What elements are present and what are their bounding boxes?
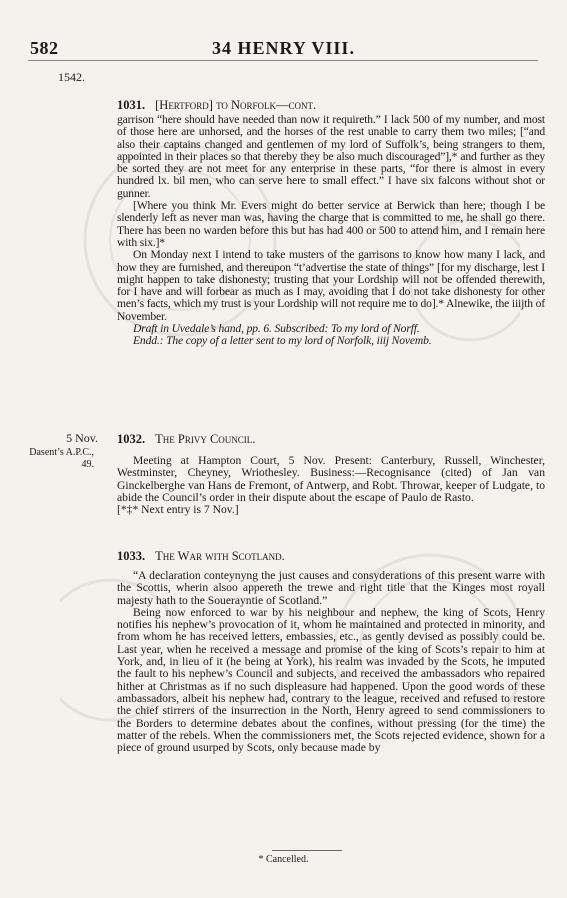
draft-note: Draft in Uvedale’s hand, pp. 6. Subscribed: To my lord of Norff. (133, 322, 420, 336)
entry-1032-body (117, 455, 545, 516)
running-head: 34 HENRY VIII. (212, 38, 355, 58)
year-marker: 1542. (58, 70, 85, 84)
entry-1032-source: Dasent’s A.P.C., 49. (29, 447, 94, 470)
paragraph: [Where you think Mr. Evers might do better service at Berwick than here; though I be slenderly left as never man was, having the charge that is committed to me, he shall go there. There has been no warden before this but has had 400 or 500 to attend him, and I remain here with six.]* (117, 199, 545, 249)
paragraph: garrison “here should have needed than now it requireth.” I lack 500 of my number, and most of those here are unhorsed, and the horses of the rest unable to carry them two miles; [“and also their captains changed and gentlemen of my lord of Suffolk’s, being strangers to them, appointed in their places so that thereby they be also much discouraged”],* and further as they be sorted they are not meet for any enterprise in these parts, “for there is almost in every hundred lx. bil men, who can serve here to small effect.” I have six falcons without shot or gunner. (117, 113, 545, 200)
paragraph: Meeting at Hampton Court, 5 Nov. Present: Canterbury, Russell, Winchester, Westminster, Cheyney, Wriothesley. Business:—Recognisance (cited) of Jan van Ginckelberghe van Hans de Fremont, of Antwerp, and Robt. Throwar, keeper of Ludgate, to abide the Council’s order in their dispute about the escape of Paulo de Rasto. (117, 454, 545, 504)
entry-1032-heading (117, 432, 255, 447)
entry-1033-heading (117, 549, 285, 564)
paragraph: Being now enforced to war by his neighbour and nephew, the king of Scots, Henry notifies his nephew’s provocation of it, whom he maintained and protected in minority, and from whom he has received letters, embassies, etc., as gently devised as possibly could be. Last year, when he received a message and promise of the king of Scots’s repair to him at York, and, in lieu of it (he being at York), his realm was invaded by the Scots, he imputed the fault to his nephew’s Council and subjects, and received the ambassadors who repaired hither at Christmas as if no such displeasure had happened. Upon the good words of these ambassadors, albeit his nephew had, contrary to the league, received and refused to restore the chief stirrers of the insurrection in the North, Henry agreed to send commissioners to the Borders to determine debates about the confines, without pressing (for the time) the matter of the rebels. When the commissioners met, the Scots rejected evidence, shown for a piece of ground usurped by Scots, only because made by (117, 605, 545, 755)
footnote: * Cancelled. (258, 854, 309, 865)
header-rule (28, 60, 538, 61)
entry-1031-number: 1031. (117, 98, 146, 112)
entry-1032-date: 5 Nov. (66, 431, 98, 445)
page-number: 582 (30, 38, 59, 58)
paragraph: On Monday next I intend to take musters of the garrisons to know how many I lack, and how they are furnished, and thereupon “t’advertise the state of things” [for my discharge, lest I might happen to take dishonesty; trusting that your Lordship will not be offended therewith, for I have and will forbear as much as I may, avoiding that I do not take dishonesty for other men’s facts, which my trust is your Lordship will not require me to do].* Alnewike, the iiijth of November. (117, 248, 545, 323)
footnote-rule (272, 850, 342, 851)
entry-1033-title: The War with Scotland. (155, 549, 285, 563)
entry-1033-number: 1033. (117, 549, 146, 563)
page-header (0, 38, 567, 62)
editorial-note: [*‡* Next entry is 7 Nov.] (117, 503, 239, 517)
entry-1033-body (117, 570, 545, 754)
entry-1032-title: The Privy Council. (155, 432, 256, 446)
entry-1031-body (117, 114, 545, 348)
entry-1032-number: 1032. (117, 432, 146, 446)
entry-1031-title: [Hertford] to Norfolk—cont. (155, 98, 317, 112)
endorsement-note: Endd.: The copy of a letter sent to my lord of Norfolk, iiij Novemb. (133, 334, 432, 348)
entry-1031-heading (117, 98, 316, 113)
paragraph: “A declaration conteynyng the just causes and consyderations of this present warre with the Scottis, wherin alsoo appereth the trewe and right title that the Kinges most royall majesty hath to the Souerayntie of Scotland.” (117, 569, 545, 607)
